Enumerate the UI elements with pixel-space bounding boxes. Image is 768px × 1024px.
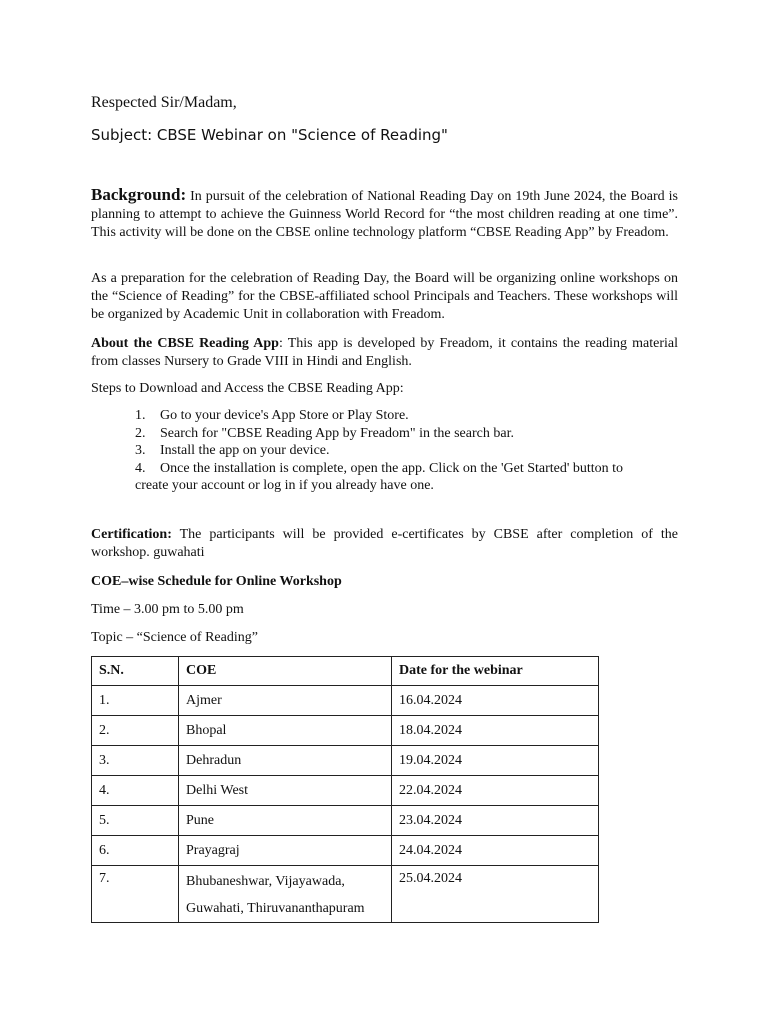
cell-coe: Prayagraj: [179, 836, 392, 866]
step-text: Go to your device's App Store or Play Store.: [160, 408, 409, 423]
certification-heading: Certification:: [91, 527, 172, 542]
list-item: [135, 407, 675, 425]
background-text: In pursuit of the celebration of National Reading Day on 19th June 2024, the Board is planning to attempt to achieve the Guinness World Record for “the most children reading at one time”. This activity will be done on the CBSE online technology platform “CBSE Reading App” by Freadom.: [91, 189, 678, 240]
steps-intro: Steps to Download and Access the CBSE Reading App:: [91, 381, 404, 396]
subject-line: Subject: CBSE Webinar on "Science of Reading": [91, 126, 448, 144]
step-text: Search for "CBSE Reading App by Freadom" in the search bar.: [160, 425, 514, 441]
list-item: [135, 425, 675, 443]
cell-coe: Ajmer: [179, 686, 392, 716]
cell-coe-line: Guwahati, Thiruvananthapuram: [186, 901, 365, 916]
list-item: [135, 460, 675, 495]
cell-sn: 6.: [92, 836, 179, 866]
table-row: [92, 776, 599, 806]
header-date: Date for the webinar: [392, 657, 599, 686]
step-text: Install the app on your device.: [160, 443, 330, 458]
cell-sn: 2.: [92, 716, 179, 746]
certification-paragraph: [91, 526, 678, 562]
certification-text: The participants will be provided e-certificates by CBSE after completion of the workshop. guwahati: [91, 527, 678, 560]
cell-date: 23.04.2024: [392, 806, 599, 836]
background-paragraph: [91, 186, 678, 242]
cell-coe: [179, 866, 392, 923]
table-header-row: [92, 657, 599, 686]
cell-date: 24.04.2024: [392, 836, 599, 866]
step-number: 3.: [135, 443, 146, 458]
list-item: [135, 442, 675, 460]
cell-coe: Delhi West: [179, 776, 392, 806]
about-text: : This app is developed by Freadom, it contains the reading material from classes Nursery to Grade VIII in Hindi and English.: [91, 336, 678, 369]
cell-sn: 1.: [92, 686, 179, 716]
cell-date: 16.04.2024: [392, 686, 599, 716]
about-paragraph: [91, 335, 678, 371]
cell-date: 25.04.2024: [392, 866, 599, 923]
cell-sn: 7.: [92, 866, 179, 923]
salutation: Respected Sir/Madam,: [91, 94, 237, 111]
preparation-paragraph: As a preparation for the celebration of Reading Day, the Board will be organizing online workshops on the “Science of Reading” for the CBSE-affiliated school Principals and Teachers. These workshops will be organized by Academic Unit in collaboration with Freadom.: [91, 271, 678, 322]
background-heading: Background:: [91, 185, 187, 204]
cell-coe: Dehradun: [179, 746, 392, 776]
schedule-table: [91, 656, 599, 923]
about-heading: About the CBSE Reading App: [91, 336, 279, 351]
cell-sn: 4.: [92, 776, 179, 806]
cell-sn: 3.: [92, 746, 179, 776]
table-row: [92, 806, 599, 836]
step-text: Once the installation is complete, open the app. Click on the 'Get Started' button to: [160, 460, 624, 476]
steps-list: [135, 407, 675, 495]
topic-line: Topic – “Science of Reading”: [91, 630, 258, 645]
cell-date: 19.04.2024: [392, 746, 599, 776]
cell-coe: Pune: [179, 806, 392, 836]
step-text-continued: create your account or log in if you already have one.: [135, 478, 434, 493]
table-row: [92, 716, 599, 746]
table-row: [92, 866, 599, 923]
step-number: 1.: [135, 408, 146, 423]
cell-sn: 5.: [92, 806, 179, 836]
step-number: 4.: [135, 460, 146, 476]
table-row: [92, 836, 599, 866]
table-row: [92, 746, 599, 776]
cell-coe: Bhopal: [179, 716, 392, 746]
header-sn: S.N.: [92, 657, 179, 686]
cell-date: 22.04.2024: [392, 776, 599, 806]
cell-date: 18.04.2024: [392, 716, 599, 746]
schedule-title: COE–wise Schedule for Online Workshop: [91, 574, 342, 589]
time-line: Time – 3.00 pm to 5.00 pm: [91, 602, 244, 617]
step-number: 2.: [135, 425, 146, 441]
table-row: [92, 686, 599, 716]
header-coe: COE: [179, 657, 392, 686]
cell-coe-line: Bhubaneshwar, Vijayawada,: [186, 874, 345, 889]
